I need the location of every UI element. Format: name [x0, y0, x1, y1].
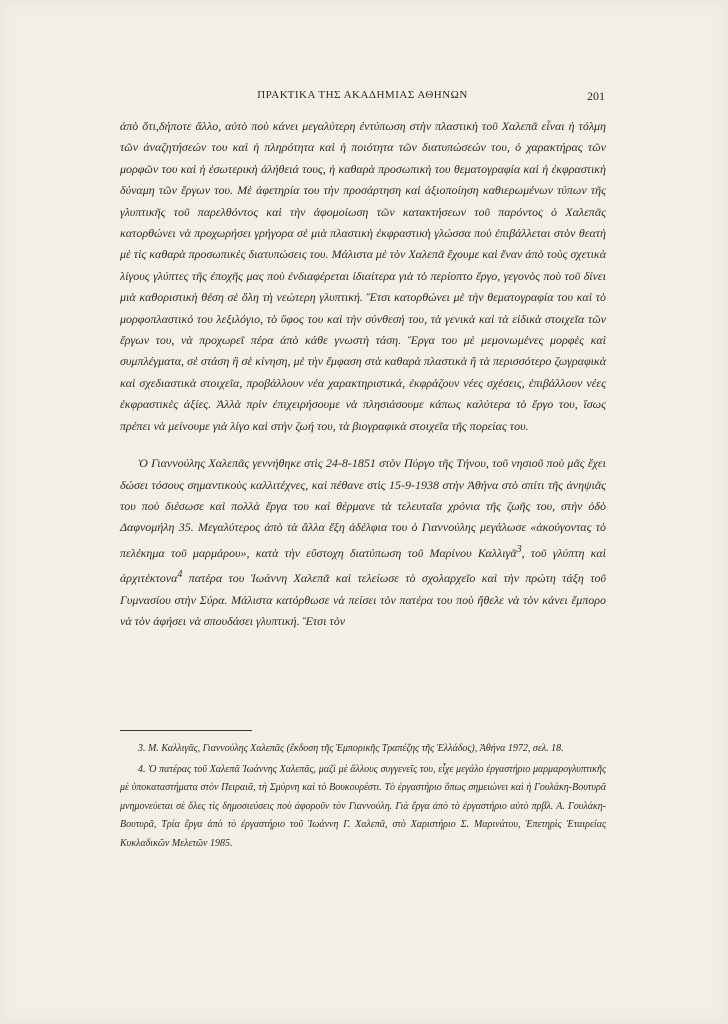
footnote: 3. Μ. Καλλιγᾶς, Γιαννούλης Χαλεπᾶς (ἔκδοση τῆς Ἐμπορικῆς Τραπέζης τῆς Ἑλλάδος), Ἀθήνα 1972, σελ. 18. — [138, 743, 564, 754]
page-header — [120, 89, 605, 105]
footnote-marker[interactable]: 3 — [516, 543, 522, 555]
paragraph-text: , τοῦ γλύπτη καὶ ἀρχιτέκτονα — [120, 545, 607, 586]
running-title: ΠΡΑΚΤΙΚΑ ΤΗΣ ΑΚΑΔΗΜΙΑΣ ΑΘΗΝΩΝ — [257, 89, 468, 101]
paragraph — [120, 453, 606, 632]
footnote-marker[interactable]: 4 — [177, 569, 183, 581]
footnote: 4. Ὁ πατέρας τοῦ Χαλεπᾶ Ἰωάννης Χαλεπᾶς, μαζὶ μὲ ἄλλους συγγενεῖς του, εἶχε μεγάλο ἐργαστήριο μαρμαρογλυπτικῆς μὲ ὑποκαταστήματα στὸν Πειραιᾶ, τὴ Σμύρνη καὶ τὸ Βουκουρέστι. Τὸ ἐργαστήριο ὅπως σημειώνει καὶ ἡ Γουλάκη-Βουτυρᾶ μνημονεύεται σὲ ὅλες τὶς δημοσιεύσεις ποὺ ἀφοροῦν τὸν Γιαννούλη. Γιὰ ἔργα ἀπὸ τὸ ἐργαστήριο αὐτὸ πρβλ. Α. Γουλάκη-Βουτυρᾶ, Τρία ἔργα ἀπὸ τὸ ἐργαστήριο τοῦ Ἰωάννη Γ. Χαλεπᾶ, στὸ Χαριστήριο Σ. Μαρινάτου, Ἐπετηρὶς Ἑταιρείας Κυκλαδικῶν Μελετῶν 1985. — [120, 763, 606, 849]
page-number: 201 — [587, 89, 605, 103]
footnotes — [120, 740, 606, 854]
paragraph: ἀπὸ ὅτι,δήποτε ἄλλο, αὐτὸ ποὺ κάνει μεγαλύτερη ἐντύπωση στὴν πλαστικὴ τοῦ Χαλεπᾶ εἶναι ἡ τόλμη τῶν ἀναζητήσεών του καὶ ἡ πληρότητα καὶ ἡ ποιότητα τῶν διατυπώσεών του, ὁ χαρακτήρας τῶν μορφῶν του καὶ ἡ ἐσωτερικὴ ἀλήθειά τους, ἡ καθαρὰ προσωπικὴ του θεματογραφία καὶ ἡ ἐκφραστικὴ δύναμη τῶν ἔργων του. Μὲ ἀφετηρία του τὴν προσάρτηση καὶ ἀξιοποίηση καθιερωμένων τύπων τῆς γλυπτικῆς τοῦ παρελθόντος καὶ τὴν ἀφομοίωση τῶν κατακτήσεων τοῦ παρόντος ὁ Χαλεπᾶς κατορθώνει νὰ προχωρήσει γρήγορα σὲ μιὰ πλαστικὴ ἐκφραστικὴ γλώσσα ποὺ ἐπιβάλλεται στὸν θεατὴ μὲ τὶς καθαρὰ προσωπικὲς διατυπώσεις του. Μάλιστα μὲ τὸν Χαλεπᾶ ἔχουμε καὶ ἕναν ἀπὸ τοὺς σχετικὰ λίγους γλύπτες τῆς ἐποχῆς μας ποὺ ἐνδιαφέρεται ἰδιαίτερα γιὰ τὸ περίοπτο ἔργο, γεγονὸς ποὺ τοῦ δίνει μιὰ καθοριστικὴ θέση σὲ ὅλη τὴ νεώτερη γλυπτική. Ἔτσι κατορθώνει μὲ τὴν θεματογραφία του καὶ τὸ μορφοπλαστικό του λεξιλόγιο, τὸ ὕφος του καὶ τὴν σύνθεσή του, τὰ γενικὰ καὶ τὰ εἰδικὰ στοιχεῖα τῶν ἔργων του, νὰ προχωρεῖ πέρα ἀπὸ κάθε γνωστὴ τάση. Ἔργα του μὲ μεμονωμένες μορφὲς καὶ συμπλέγματα, σὲ στάση ἢ σὲ κίνηση, μὲ τὴν ἔμφαση στὰ καθαρὰ πλαστικὰ ἢ τὰ περισσότερο ζωγραφικὰ καὶ σχεδιαστικὰ στοιχεῖα, προβάλλουν νέα χαρακτηριστικά, ἐκφράζουν νέες σχέσεις, ἐπιβάλλουν νέες ἐκφραστικὲς ἀξίες. Ἀλλὰ πρὶν ἐπιχειρήσουμε νὰ πλησιάσουμε κάπως καλύτερα τὸ ἔργο του, ἴσως πρέπει νὰ μείνουμε γιὰ λίγο καὶ στὴν ζωή του, τὰ βιογραφικὰ στοιχεῖα τῆς πορείας του. — [120, 119, 606, 433]
footnote-divider — [120, 730, 252, 731]
paragraph-text: πατέρα του Ἰωάννη Χαλεπᾶ καὶ τελείωσε τὸ σχολαρχεῖο καὶ τὴν πρώτη τάξη τοῦ Γυμνασίου στὴν Σύρα. Μάλιστα κατόρθωσε νὰ πείσει τὸν πατέρα του ποὺ ἤθελε νὰ τὸν κάνει ἔμπορο νὰ τὸν ἀφήσει νὰ σπουδάσει γλυπτική. Ἔτσι τὸν — [120, 571, 606, 628]
main-text — [120, 116, 606, 632]
paragraph-text: Ὁ Γιαννούλης Χαλεπᾶς γεννήθηκε στὶς 24-8-1851 στὸν Πύργο τῆς Τήνου, τοῦ νησιοῦ ποὺ μᾶς ἔχει δώσει τόσους σημαντικοὺς καλλιτέχνες, καὶ πέθανε στὶς 15-9-1938 στὴν Ἀθήνα στὸ σπίτι τῆς ἀνηψιᾶς του ποὺ διέσωσε καὶ πολλὰ ἔργα του καὶ θέρμανε τὰ τελευταῖα χρόνια τῆς ζωῆς του, στὴν ὁδὸ Δαφνομήλη 35. Μεγαλύτερος ἀπὸ τὰ ἄλλα ἕξη ἀδέλφια του ὁ Γιαννούλης μεγάλωσε «ἀκούγοντας τὸ πελέκημα τοῦ μαρμάρου», κατὰ τὴν εὔστοχη διατύπωση τοῦ Μαρίνου Καλλιγᾶ — [120, 456, 606, 560]
